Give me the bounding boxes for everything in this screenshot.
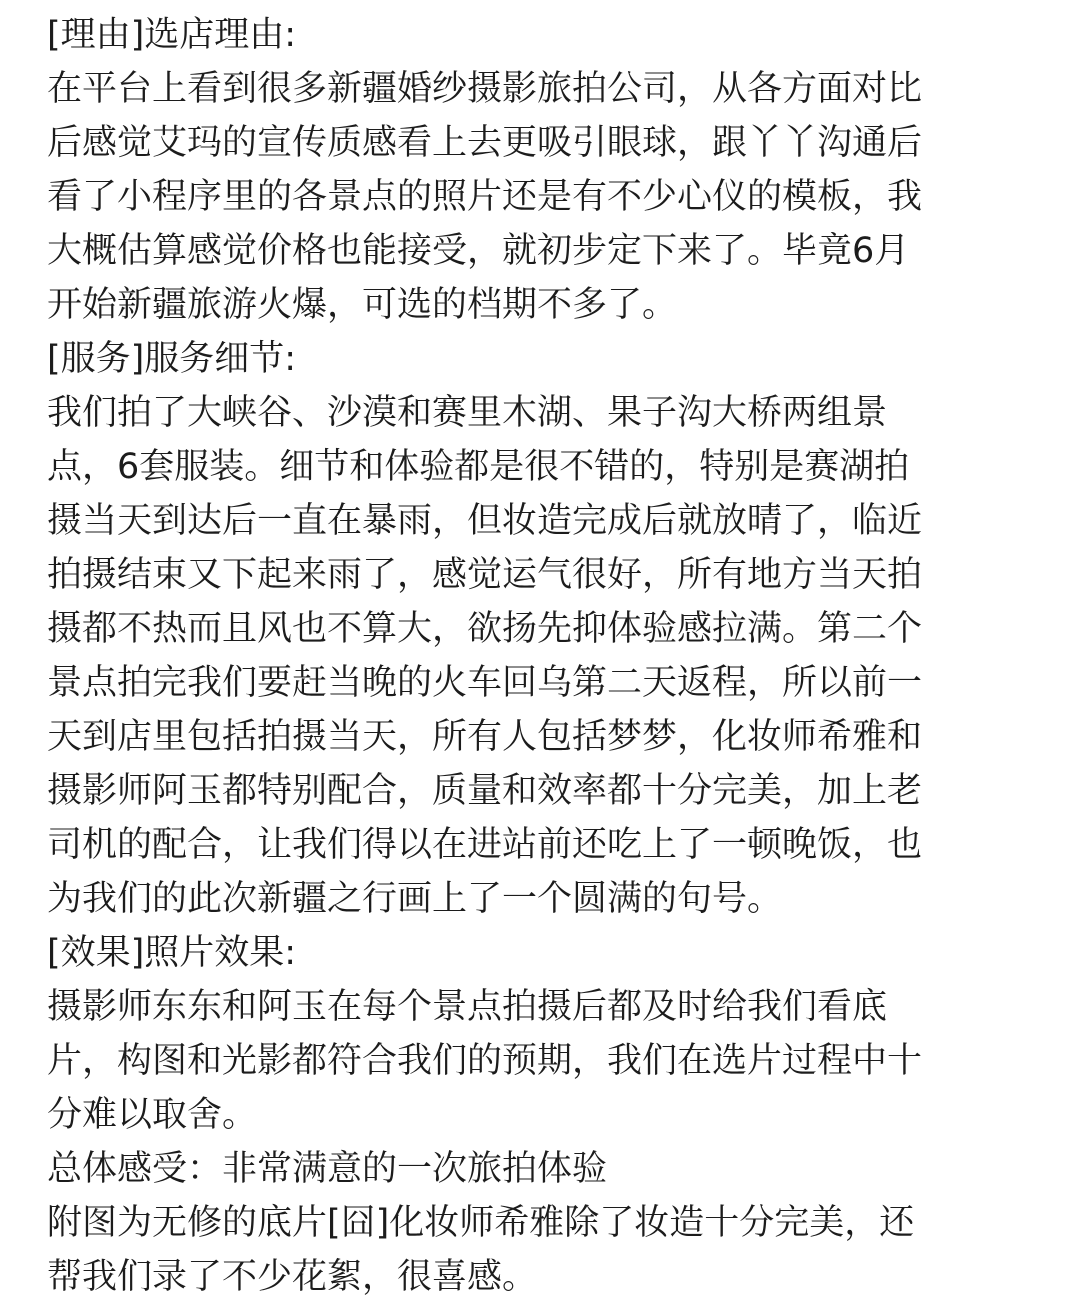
service-line: 摄当天到达后一直在暴雨，但妆造完成后就放晴了，临近: [47, 501, 923, 541]
reason-line: 大概估算感觉价格也能接受，就初步定下来了。毕竟6月: [47, 231, 910, 271]
effect-heading: [效果]照片效果:: [47, 933, 297, 973]
service-heading: [服务]服务细节:: [47, 339, 297, 379]
reason-heading: [理由]选店理由:: [47, 15, 297, 55]
service-line: 为我们的此次新疆之行画上了一个圆满的句号。: [47, 879, 783, 919]
effect-line: 摄影师东东和阿玉在每个景点拍摄后都及时给我们看底: [47, 987, 888, 1027]
attachment-line: 帮我们录了不少花絮，很喜感。: [47, 1257, 538, 1297]
overall-impression: 总体感受：非常满意的一次旅拍体验: [47, 1149, 608, 1189]
service-line: 天到店里包括拍摄当天，所有人包括梦梦，化妆师希雅和: [47, 717, 923, 757]
effect-line: 分难以取舍。: [47, 1095, 258, 1135]
reason-line: 在平台上看到很多新疆婚纱摄影旅拍公司，从各方面对比: [47, 69, 923, 109]
attachment-line: 附图为无修的底片[囧]化妆师希雅除了妆造十分完美，还: [47, 1203, 915, 1243]
reason-line: 后感觉艾玛的宣传质感看上去更吸引眼球，跟丫丫沟通后: [47, 123, 923, 163]
service-line: 我们拍了大峡谷、沙漠和赛里木湖、果子沟大桥两组景: [47, 393, 888, 433]
review-text: [47, 8, 1047, 1304]
service-line: 摄都不热而且风也不算大，欲扬先抑体验感拉满。第二个: [47, 609, 923, 649]
reason-line: 看了小程序里的各景点的照片还是有不少心仪的模板，我: [47, 177, 923, 217]
service-line: 景点拍完我们要赶当晚的火车回乌第二天返程，所以前一: [47, 663, 923, 703]
service-line: 摄影师阿玉都特别配合，质量和效率都十分完美，加上老: [47, 771, 923, 811]
service-line: 点，6套服装。细节和体验都是很不错的，特别是赛湖拍: [47, 447, 910, 487]
reason-line: 开始新疆旅游火爆，可选的档期不多了。: [47, 285, 678, 325]
effect-line: 片，构图和光影都符合我们的预期，我们在选片过程中十: [47, 1041, 923, 1081]
service-line: 司机的配合，让我们得以在进站前还吃上了一顿晚饭，也: [47, 825, 923, 865]
service-line: 拍摄结束又下起来雨了，感觉运气很好，所有地方当天拍: [47, 555, 923, 595]
